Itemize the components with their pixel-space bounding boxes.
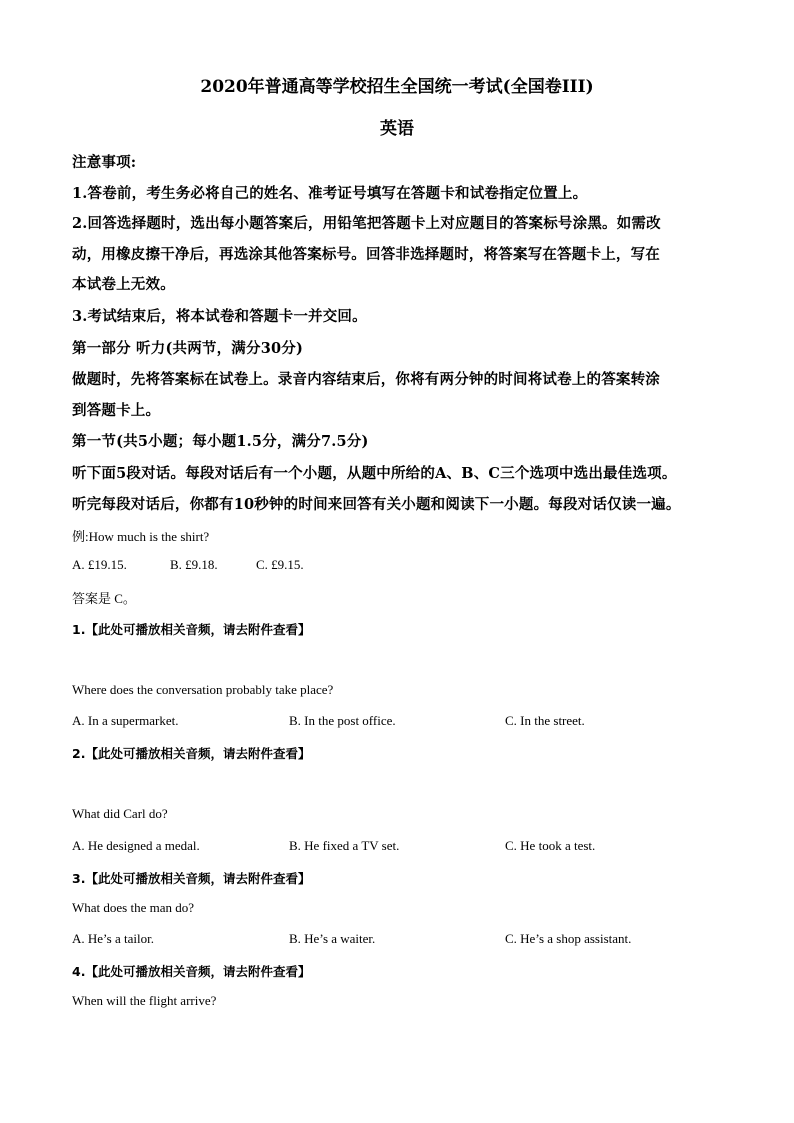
example-question: 例:How much is the shirt? xyxy=(72,529,210,544)
question-3-option-b: B. He’s a waiter. xyxy=(289,931,376,946)
question-3-option-c: C. He’s a shop assistant. xyxy=(505,931,632,946)
part1-instruction: 做题时，先将答案标在试卷上。录音内容结束后，你将有两分钟的时间将试卷上的答案转涂 xyxy=(72,371,660,388)
section1-instruction: 听完每段对话后，你都有10秒钟的时间来回答有关小题和阅读下一小题。每段对话仅读一遍。 xyxy=(72,496,681,513)
example-option-b: B. £9.18. xyxy=(170,557,218,572)
question-3-audio-note[interactable]: 3.【此处可播放相关音频，请去附件查看】 xyxy=(72,871,311,886)
note-line: 本试卷上无效。 xyxy=(72,276,175,293)
note-line: 3.考试结束后，将本试卷和答题卡一并交回。 xyxy=(72,308,367,325)
question-2-option-a: A. He designed a medal. xyxy=(72,838,200,853)
question-4-audio-note[interactable]: 4.【此处可播放相关音频，请去附件查看】 xyxy=(72,964,311,979)
question-1-option-b: B. In the post office. xyxy=(289,713,396,728)
note-line: 动，用橡皮擦干净后，再选涂其他答案标号。回答非选择题时，将答案写在答题卡上，写在 xyxy=(72,246,660,263)
question-3-option-a: A. He’s a tailor. xyxy=(72,931,154,946)
question-3-text: What does the man do? xyxy=(72,900,195,915)
note-line: 2.回答选择题时，选出每小题答案后，用铅笔把答题卡上对应题目的答案标号涂黑。如需改 xyxy=(72,215,661,232)
question-2-audio-note[interactable]: 2.【此处可播放相关音频，请去附件查看】 xyxy=(72,746,311,761)
subject-title: 英语 xyxy=(380,119,414,139)
question-1-text: Where does the conversation probably take place? xyxy=(72,682,334,697)
question-2-text: What did Carl do? xyxy=(72,806,168,821)
part1-heading: 第一部分 听力(共两节，满分30分) xyxy=(72,340,304,357)
question-2-option-c: C. He took a test. xyxy=(505,838,596,853)
question-4-text: When will the flight arrive? xyxy=(72,993,217,1008)
part1-instruction: 到答题卡上。 xyxy=(72,402,161,419)
question-1-option-a: A. In a supermarket. xyxy=(72,713,179,728)
question-1-option-c: C. In the street. xyxy=(505,713,585,728)
note-line: 1.答卷前，考生务必将自己的姓名、准考证号填写在答题卡和试卷指定位置上。 xyxy=(72,185,588,202)
question-2-option-b: B. He fixed a TV set. xyxy=(289,838,400,853)
section1-heading: 第一节(共5小题；每小题1.5分，满分7.5分) xyxy=(72,433,369,450)
example-option-c: C. £9.15. xyxy=(256,557,304,572)
section1-instruction: 听下面5段对话。每段对话后有一个小题，从题中所给的A、B、C三个选项中选出最佳选项。 xyxy=(72,465,677,482)
question-1-audio-note[interactable]: 1.【此处可播放相关音频，请去附件查看】 xyxy=(72,622,311,637)
notes-heading: 注意事项: xyxy=(72,154,137,171)
example-answer: 答案是 C。 xyxy=(72,591,136,606)
example-option-a: A. £19.15. xyxy=(72,557,127,572)
exam-title: 2020年普通高等学校招生全国统一考试(全国卷III) xyxy=(200,77,594,97)
